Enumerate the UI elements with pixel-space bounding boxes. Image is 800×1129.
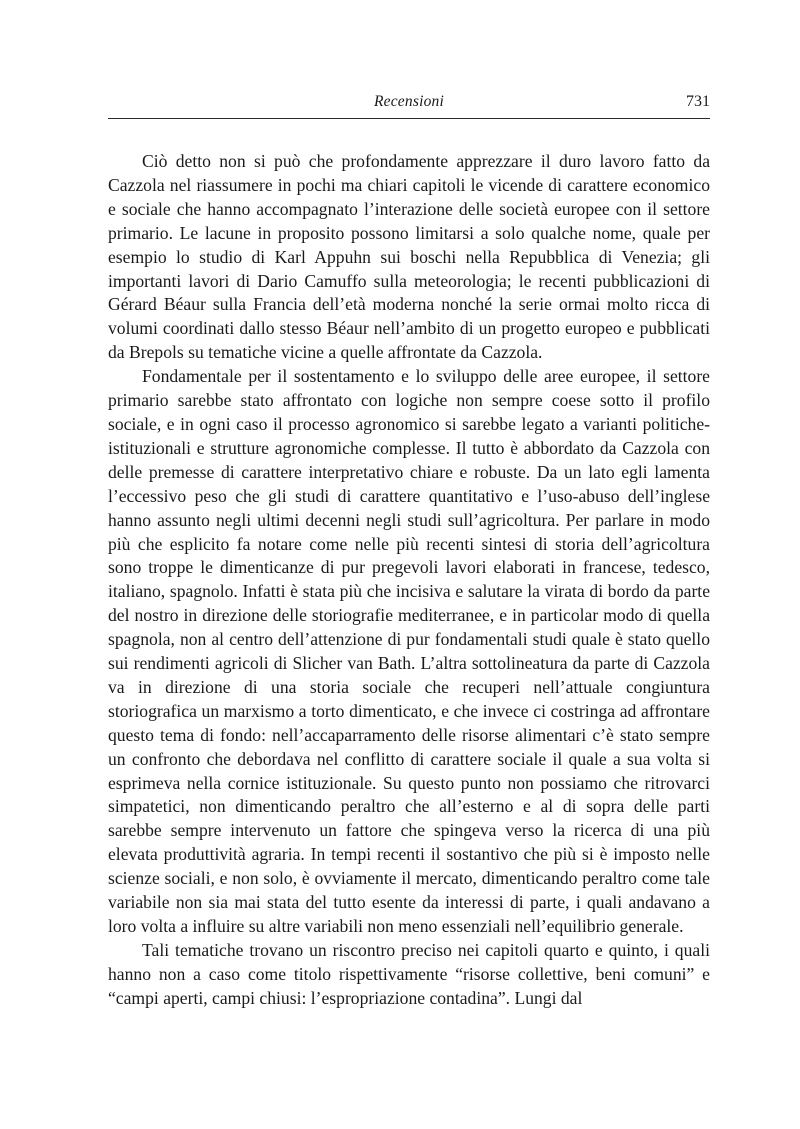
paragraph-3: Tali tematiche trovano un riscontro preciso nei capitoli quarto e quinto, i quali hanno non a caso come titolo rispettivamente “risorse collettive, beni comuni” e “campi aperti, campi chiusi: l’espropriazione contadina”. Lungi dal — [108, 939, 710, 1008]
paragraph-1: Ciò detto non si può che profondamente apprezzare il duro lavoro fatto da Cazzola nel riassumere in pochi ma chiari capitoli le vicende di carattere economico e sociale che hanno accompagnato l’interazione delle società europee con il settore primario. Le lacune in proposito possono limitarsi a solo qualche nome, quale per esempio lo studio di Karl Appuhn sui boschi nella Repubblica di Venezia; gli importanti lavori di Dario Camuffo sulla meteorologia; le recenti pubblicazioni di Gérard Béaur sulla Francia dell’età moderna nonché la serie ormai molto ricca di volumi coordinati dallo stesso Béaur nell’ambito di un progetto europeo e pubblicati da Brepols su tematiche vicine a quelle affrontate da Cazzola. — [108, 151, 710, 363]
paragraph-2: Fondamentale per il sostentamento e lo sviluppo delle aree europee, il settore primario sarebbe stato affrontato con logiche non sempre coese sotto il profilo sociale, e in ogni caso il processo agronomico si sarebbe legato a varianti politiche-istituzionali e strutture agronomiche complesse. Il tutto è abbordato da Cazzola con delle premesse di carattere interpretativo chiare e robuste. Da un lato egli lamenta l’eccessivo peso che gli studi di carattere quantitativo e l’uso-abuso dell’inglese hanno assunto negli ultimi decenni negli studi sull’agricoltura. Per parlare in modo più che esplicito fa notare come nelle più recenti sintesi di storia dell’agricoltura sono troppe le dimenticanze di pur pregevoli lavori elaborati in francese, tedesco, italiano, spagnolo. Infatti è stata più che incisiva e salutare la virata di bordo da parte del nostro in direzione delle storiografie mediterranee, e in particolar modo di quella spagnola, non al centro dell’attenzione di pur fondamentali studi quale è stato quello sui rendimenti agricoli di Slicher van Bath. L’altra sottolineatura da parte di Cazzola va in direzione di una storia sociale che recuperi nell’attuale congiuntura storiografica un marxismo a torto dimenticato, e che invece ci costringa ad affrontare questo tema di fondo: nell’accaparramento delle risorse alimentari c’è stato sempre un confronto che debordava nel conflitto di carattere sociale il quale a sua volta si esprimeva nella cornice istituzionale. Su questo punto non possiamo che ritrovarci simpatetici, non dimenticando peraltro che all’esterno e al di sopra delle parti sarebbe sempre intervenuto un fattore che spingeva verso la ricerca di una più elevata produttività agraria. In tempi recenti il sostantivo che più si è imposto nelle scienze sociali, e non solo, è ovviamente il mercato, dimenticando peraltro come tale variabile non sia mai stata del tutto esente da interessi di parte, i quali andavano a loro volta a influire su altre variabili non meno essenziali nell’equilibrio generale. — [108, 366, 710, 936]
running-title: Recensioni — [373, 93, 444, 110]
body-text — [108, 150, 710, 1011]
page-number: 731 — [686, 93, 710, 110]
running-header — [108, 92, 710, 119]
